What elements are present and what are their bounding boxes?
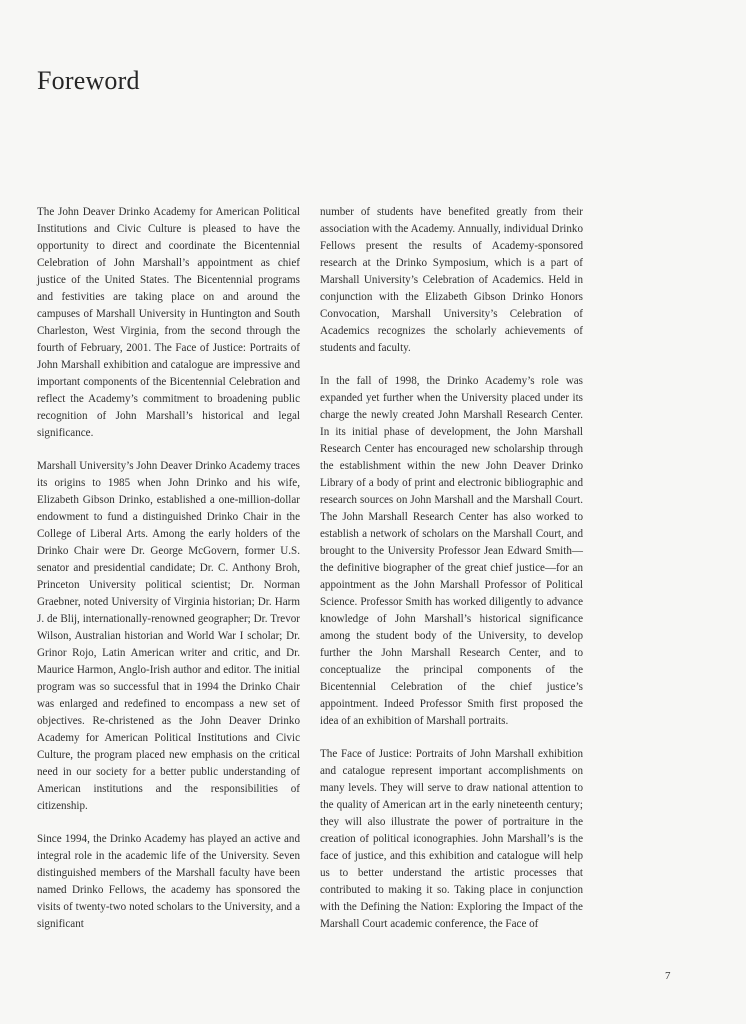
page-number: 7 (665, 970, 671, 982)
paragraph: In the fall of 1998, the Drinko Academy’s role was expanded yet further when the University placed under its charge the newly created John Marshall Research Center. In its initial phase of development, the John Marshall Research Center has encouraged new scholarship through the establishment within the new John Deaver Drinko Library of a body of print and electronic bibliographic and research sources on John Marshall and the Marshall Court. The John Marshall Research Center has also worked to establish a network of scholars on the Marshall Court, and brought to the University Professor Jean Edward Smith—the definitive biographer of the great chief justice—for an appointment as the John Marshall Professor of Political Science. Professor Smith has worked diligently to advance knowledge of John Marshall’s historical significance among the student body of the University, to develop further the John Marshall Research Center, and to conceptualize the principal components of the Bicentennial Celebration of the chief justice’s appointment. Indeed Professor Smith first proposed the idea of an exhibition of Marshall portraits. (320, 375, 583, 727)
right-column (320, 204, 583, 933)
paragraph: Marshall University’s John Deaver Drinko Academy traces its origins to 1985 when John Drinko and his wife, Elizabeth Gibson Drinko, established a one-million-dollar endowment to fund a distinguished Drinko Chair in the College of Liberal Arts. Among the early holders of the Drinko Chair were Dr. George McGovern, former U.S. senator and presidential candidate; Dr. C. Anthony Broh, Princeton University political scientist; Dr. Norman Graebner, noted University of Virginia historian; Dr. Harm J. de Blij, internationally-renowned geographer; Dr. Trevor Wilson, Australian historian and World War I scholar; Dr. Grinor Rojo, Latin American writer and critic, and Dr. Maurice Harmon, Anglo-Irish author and editor. The initial program was so successful that in 1994 the Drinko Chair was enlarged and redefined to encompass a new set of objectives. Re-christened as the John Deaver Drinko Academy for American Political Institutions and Civic Culture, the program placed new emphasis on the critical need in our society for a better public understanding of American institutions and the responsibilities of citizenship. (37, 460, 300, 812)
paragraph: number of students have benefited greatly from their association with the Academy. Annually, individual Drinko Fellows present the results of Academy-sponsored research at the Drinko Symposium, which is a part of Marshall University’s Celebration of Academics. Held in conjunction with the Elizabeth Gibson Drinko Honors Convocation, Marshall University’s Celebration of Academics recognizes the scholarly achievements of students and faculty. (320, 206, 583, 354)
page-title: Foreword (37, 66, 140, 95)
paragraph: The John Deaver Drinko Academy for American Political Institutions and Civic Culture is pleased to have the opportunity to direct and coordinate the Bicentennial Celebration of John Marshall’s appointment as chief justice of the United States. The Bicentennial programs and festivities are taking place on and around the campuses of Marshall University in Huntington and South Charleston, West Virginia, from the second through the fourth of February, 2001. The Face of Justice: Portraits of John Marshall exhibition and catalogue are impressive and important components of the Bicentennial Celebration and reflect the Academy’s commitment to broadening public recognition of John Marshall’s historical and legal significance. (37, 206, 300, 439)
left-column (37, 204, 300, 933)
paragraph: Since 1994, the Drinko Academy has played an active and integral role in the academic life of the University. Seven distinguished members of the Marshall faculty have been named Drinko Fellows, the academy has sponsored the visits of twenty-two noted scholars to the University, and a significant (37, 833, 300, 930)
paragraph: The Face of Justice: Portraits of John Marshall exhibition and catalogue represent important accomplishments on many levels. They will serve to draw national attention to the quality of American art in the early nineteenth century; they will also illustrate the power of portraiture in the creation of political iconographies. John Marshall’s is the face of justice, and this exhibition and catalogue will help us to better understand the artistic processes that contributed to making it so. Taking place in conjunction with the Defining the Nation: Exploring the Impact of the Marshall Court academic conference, the Face of (320, 748, 583, 930)
